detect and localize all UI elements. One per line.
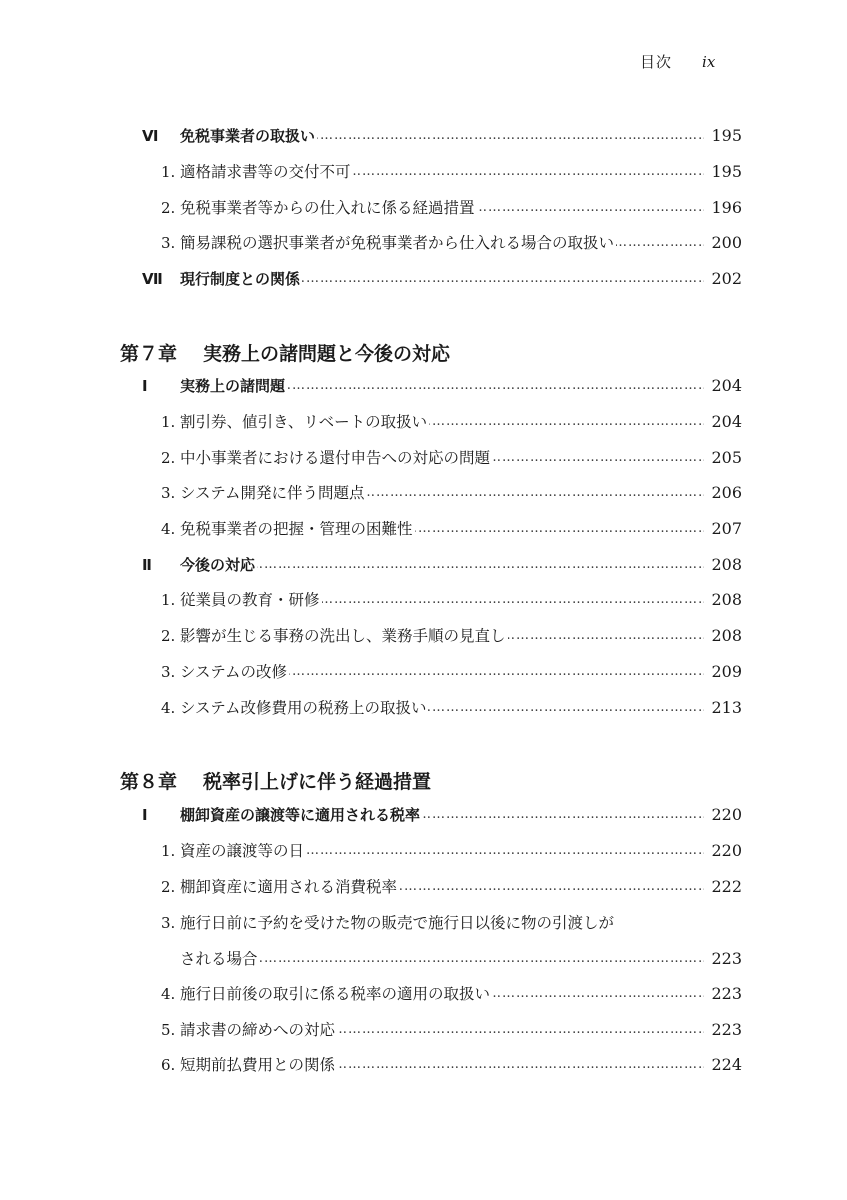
page-number: 204 xyxy=(704,410,742,434)
page-number: 213 xyxy=(704,696,742,720)
item-number: 2. xyxy=(161,878,176,896)
item-title: 免税事業者等からの仕入れに係る経過措置 xyxy=(180,196,477,220)
page-number: 223 xyxy=(704,1018,742,1042)
toc-section[interactable] xyxy=(0,803,847,827)
page-number: 195 xyxy=(704,124,742,148)
item-title: システム開発に伴う問題点 xyxy=(180,481,366,505)
leader-dots xyxy=(180,553,706,577)
item-number: 2. xyxy=(161,449,176,467)
item-title: システム改修費用の税務上の取扱い xyxy=(180,696,428,720)
page-number: 195 xyxy=(704,160,742,184)
item-number: 1. xyxy=(161,163,176,181)
toc-item-multiline[interactable] xyxy=(0,911,847,935)
page-number: 220 xyxy=(704,803,742,827)
toc-item[interactable] xyxy=(0,696,847,720)
item-title-continuation: される場合 xyxy=(180,947,260,971)
page-number: 202 xyxy=(704,267,742,291)
section-number: Ⅰ xyxy=(142,377,148,395)
toc-item[interactable] xyxy=(0,481,847,505)
page-number: 200 xyxy=(704,231,742,255)
page-number: 222 xyxy=(704,875,742,899)
chapter-title: 税率引上げに伴う経過措置 xyxy=(203,771,432,793)
page-number: 223 xyxy=(704,947,742,971)
page-number: 196 xyxy=(704,196,742,220)
item-title: 影響が生じる事務の洗出し、業務手順の見直し xyxy=(180,624,508,648)
toc-section[interactable] xyxy=(0,553,847,577)
item-title: 割引券、値引き、リベートの取扱い xyxy=(180,410,429,434)
item-title: システムの改修 xyxy=(180,660,289,684)
item-number: 3. xyxy=(161,914,176,932)
page-number: 208 xyxy=(704,553,742,577)
item-title: 中小事業者における還付申告への対応の問題 xyxy=(180,446,492,470)
item-title: 適格請求書等の交付不可 xyxy=(180,160,353,184)
toc-item[interactable] xyxy=(0,196,847,220)
page-number: 206 xyxy=(704,481,742,505)
item-title: 施行日前に予約を受けた物の販売で施行日以後に物の引渡しが xyxy=(180,911,616,935)
toc-item[interactable] xyxy=(0,660,847,684)
toc-item-continuation[interactable] xyxy=(0,947,847,971)
item-title: 資産の譲渡等の日 xyxy=(180,839,306,863)
item-number: 3. xyxy=(161,663,176,681)
page-folio: ix xyxy=(702,53,716,71)
section-title: 棚卸資産の譲渡等に適用される税率 xyxy=(180,803,422,827)
chapter-title: 実務上の諸問題と今後の対応 xyxy=(203,343,451,365)
toc-section[interactable] xyxy=(0,124,847,148)
item-title: 施行日前後の取引に係る税率の適用の取扱い xyxy=(180,982,492,1006)
item-number: 1. xyxy=(161,413,176,431)
page-number: 205 xyxy=(704,446,742,470)
chapter-8-heading[interactable] xyxy=(120,767,431,794)
header-title: 目次 xyxy=(640,53,673,71)
section-number: Ⅰ xyxy=(142,806,148,824)
page-number: 208 xyxy=(704,588,742,612)
section-title: 実務上の諸問題 xyxy=(180,374,287,398)
section-number: Ⅱ xyxy=(142,556,152,574)
chapter-7-heading[interactable] xyxy=(120,339,450,366)
item-number: 5. xyxy=(161,1021,176,1039)
running-head xyxy=(640,51,715,72)
item-title: 請求書の締めへの対応 xyxy=(180,1018,337,1042)
toc-section[interactable] xyxy=(0,374,847,398)
chapter-number: 第８章 xyxy=(120,771,178,793)
chapter-number: 第７章 xyxy=(120,343,178,365)
page-number: 208 xyxy=(704,624,742,648)
item-title: 棚卸資産に適用される消費税率 xyxy=(180,875,399,899)
item-title: 免税事業者の把握・管理の困難性 xyxy=(180,517,415,541)
page-number: 204 xyxy=(704,374,742,398)
toc-item[interactable] xyxy=(0,410,847,434)
item-title: 簡易課税の選択事業者が免税事業者から仕入れる場合の取扱い xyxy=(180,231,616,255)
item-number: 2. xyxy=(161,199,176,217)
toc-item[interactable] xyxy=(0,231,847,255)
item-number: 2. xyxy=(161,627,176,645)
toc-item[interactable] xyxy=(0,1053,847,1077)
toc-item[interactable] xyxy=(0,839,847,863)
page-number: 209 xyxy=(704,660,742,684)
item-number: 4. xyxy=(161,699,176,717)
toc-item[interactable] xyxy=(0,588,847,612)
page-number: 207 xyxy=(704,517,742,541)
toc-item[interactable] xyxy=(0,517,847,541)
toc-section[interactable] xyxy=(0,267,847,291)
section-title: 現行制度との関係 xyxy=(180,267,302,291)
toc-item[interactable] xyxy=(0,1018,847,1042)
section-title: 今後の対応 xyxy=(180,553,257,577)
section-title: 免税事業者の取扱い xyxy=(180,124,317,148)
item-number: 3. xyxy=(161,484,176,502)
item-number: 3. xyxy=(161,234,176,252)
item-title: 従業員の教育・研修 xyxy=(180,588,322,612)
page-number: 220 xyxy=(704,839,742,863)
item-title: 短期前払費用との関係 xyxy=(180,1053,337,1077)
page-number: 224 xyxy=(704,1053,742,1077)
toc-item[interactable] xyxy=(0,624,847,648)
item-number: 4. xyxy=(161,520,176,538)
item-number: 6. xyxy=(161,1056,176,1074)
section-number: Ⅵ xyxy=(142,127,159,145)
toc-item[interactable] xyxy=(0,446,847,470)
section-number: Ⅶ xyxy=(142,270,163,288)
toc-item[interactable] xyxy=(0,982,847,1006)
item-number: 1. xyxy=(161,842,176,860)
toc-item[interactable] xyxy=(0,160,847,184)
item-number: 1. xyxy=(161,591,176,609)
item-number: 4. xyxy=(161,985,176,1003)
toc-item[interactable] xyxy=(0,875,847,899)
page-number: 223 xyxy=(704,982,742,1006)
